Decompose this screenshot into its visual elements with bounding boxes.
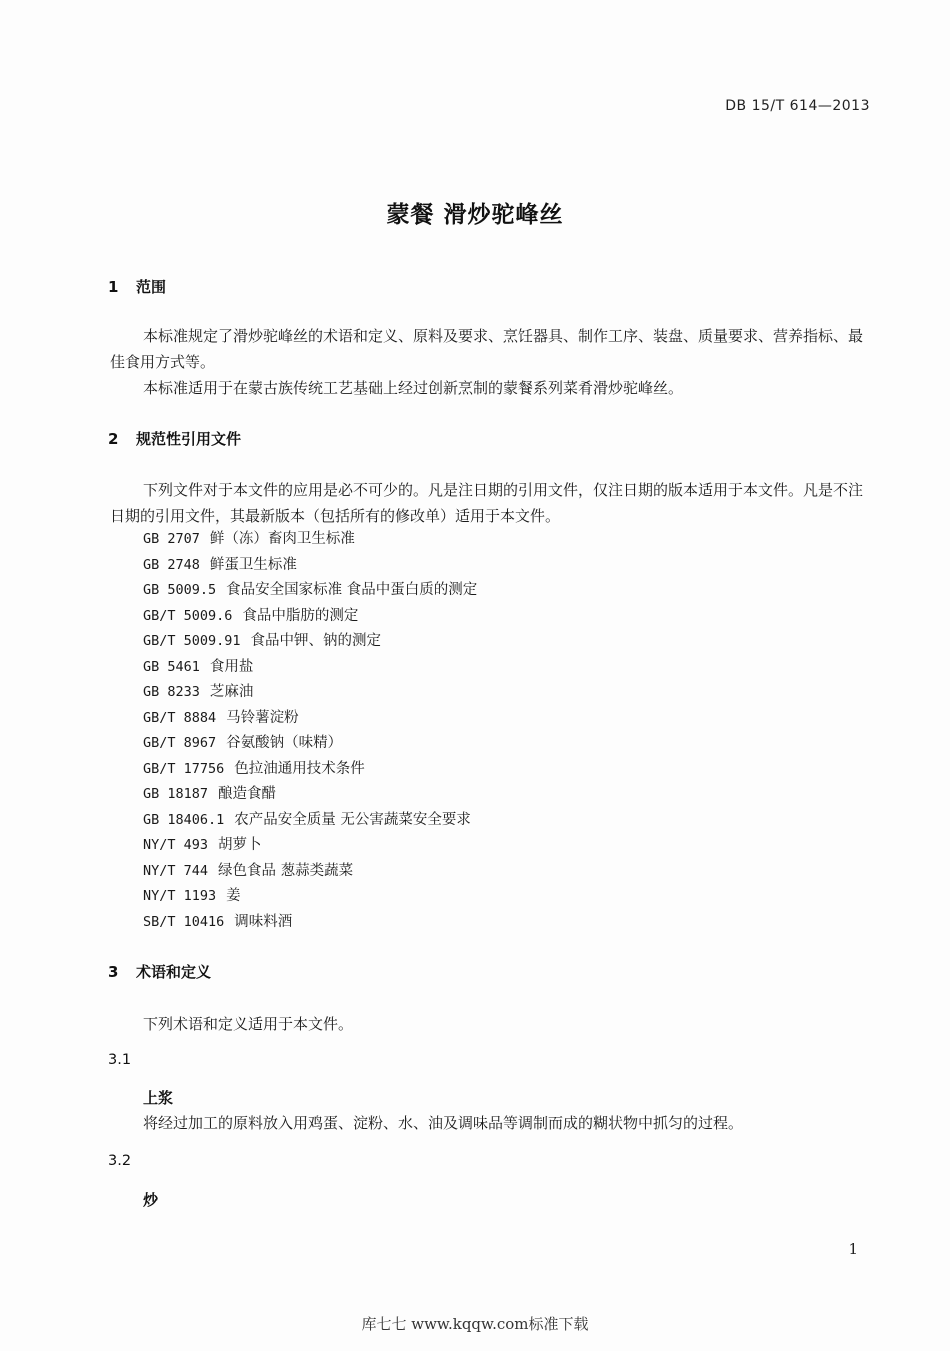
reference-name: 食品安全国家标准 食品中蛋白质的测定 <box>226 582 478 598</box>
reference-item <box>143 757 477 783</box>
reference-item <box>143 808 477 834</box>
reference-name: 谷氨酸钠（味精） <box>226 735 343 751</box>
scope-paragraph-2: 本标准适用于在蒙古族传统工艺基础上经过创新烹制的蒙餐系列菜肴滑炒驼峰丝。 <box>143 379 684 397</box>
reference-name: 调味料酒 <box>234 913 293 930</box>
reference-item <box>143 553 477 579</box>
reference-item <box>143 604 477 630</box>
reference-item <box>143 706 477 732</box>
reference-name: 农产品安全质量 无公害蔬菜安全要求 <box>234 811 471 828</box>
reference-item <box>143 782 477 808</box>
reference-name: 鲜（冻）畜肉卫生标准 <box>209 531 355 547</box>
section-3-number: 3 <box>108 963 119 981</box>
section-1-number: 1 <box>108 278 119 296</box>
section-3-heading <box>108 961 211 982</box>
reference-name: 马铃薯淀粉 <box>226 709 299 726</box>
terms-intro: 下列术语和定义适用于本文件。 <box>143 1015 354 1033</box>
reference-name: 胡萝卜 <box>218 837 262 853</box>
reference-name: 鲜蛋卫生标准 <box>209 556 297 573</box>
reference-code: GB/T 17756 <box>143 760 225 777</box>
reference-item <box>143 527 477 553</box>
reference-code: GB 18187 <box>143 786 209 802</box>
term-3-2-name: 炒 <box>143 1191 159 1209</box>
reference-item <box>143 731 477 757</box>
reference-name: 酿造食醋 <box>218 786 277 802</box>
reference-code: GB/T 8967 <box>143 735 217 751</box>
document-title: 蒙餐 滑炒驼峰丝 <box>386 202 564 228</box>
reference-item <box>143 680 477 706</box>
reference-code: NY/T 744 <box>143 862 209 879</box>
reference-name: 色拉油通用技术条件 <box>234 760 365 777</box>
reference-item <box>143 655 477 681</box>
reference-item <box>143 884 477 910</box>
term-3-1-name: 上浆 <box>143 1089 174 1107</box>
section-2-number: 2 <box>108 430 119 448</box>
reference-code: GB 8233 <box>143 684 200 700</box>
reference-code: GB 5009.5 <box>143 582 217 598</box>
reference-name: 绿色食品 葱蒜类蔬菜 <box>218 862 354 879</box>
reference-code: NY/T 493 <box>143 837 209 853</box>
reference-item <box>143 578 477 604</box>
page-number: 1 <box>848 1240 858 1258</box>
reference-code: SB/T 10416 <box>143 913 225 930</box>
reference-item <box>143 910 477 936</box>
reference-code: GB/T 5009.6 <box>143 607 233 624</box>
section-3-title: 术语和定义 <box>136 963 212 981</box>
reference-name: 食品中钾、钠的测定 <box>250 633 382 649</box>
reference-code: GB/T 8884 <box>143 709 217 726</box>
section-2-title: 规范性引用文件 <box>136 430 242 448</box>
reference-item <box>143 859 477 885</box>
reference-code: GB 2748 <box>143 556 200 573</box>
term-3-1-definition: 将经过加工的原料放入用鸡蛋、淀粉、水、油及调味品等调制而成的糊状物中抓匀的过程。 <box>143 1114 744 1132</box>
reference-code: GB 5461 <box>143 658 200 675</box>
references-intro: 下列文件对于本文件的应用是必不可少的。凡是注日期的引用文件，仅注日期的版本适用于本文件。凡是不注日期的引用文件，其最新版本（包括所有的修改单）适用于本文件。 <box>110 481 864 525</box>
reference-code: GB 2707 <box>143 531 200 547</box>
term-3-2-number: 3.2 <box>108 1153 132 1169</box>
reference-code: NY/T 1193 <box>143 888 217 904</box>
section-1-heading <box>108 276 166 297</box>
reference-code: GB 18406.1 <box>143 811 225 828</box>
reference-name: 食用盐 <box>209 658 254 675</box>
footer-watermark: 库七七 www.kqqw.com标准下载 <box>361 1315 589 1333</box>
reference-item <box>143 833 477 859</box>
section-1-title: 范围 <box>136 278 167 296</box>
reference-list <box>143 527 477 935</box>
standard-code: DB 15/T 614—2013 <box>725 98 870 114</box>
reference-name: 芝麻油 <box>209 684 254 700</box>
term-3-1-number: 3.1 <box>108 1052 132 1068</box>
section-2-heading <box>108 428 241 449</box>
reference-item <box>143 629 477 655</box>
scope-paragraph-1: 本标准规定了滑炒驼峰丝的术语和定义、原料及要求、烹饪器具、制作工序、装盘、质量要求、营养指标、最佳食用方式等。 <box>110 327 864 371</box>
reference-name: 食品中脂肪的测定 <box>242 607 359 624</box>
reference-name: 姜 <box>226 888 241 904</box>
reference-code: GB/T 5009.91 <box>143 633 241 649</box>
